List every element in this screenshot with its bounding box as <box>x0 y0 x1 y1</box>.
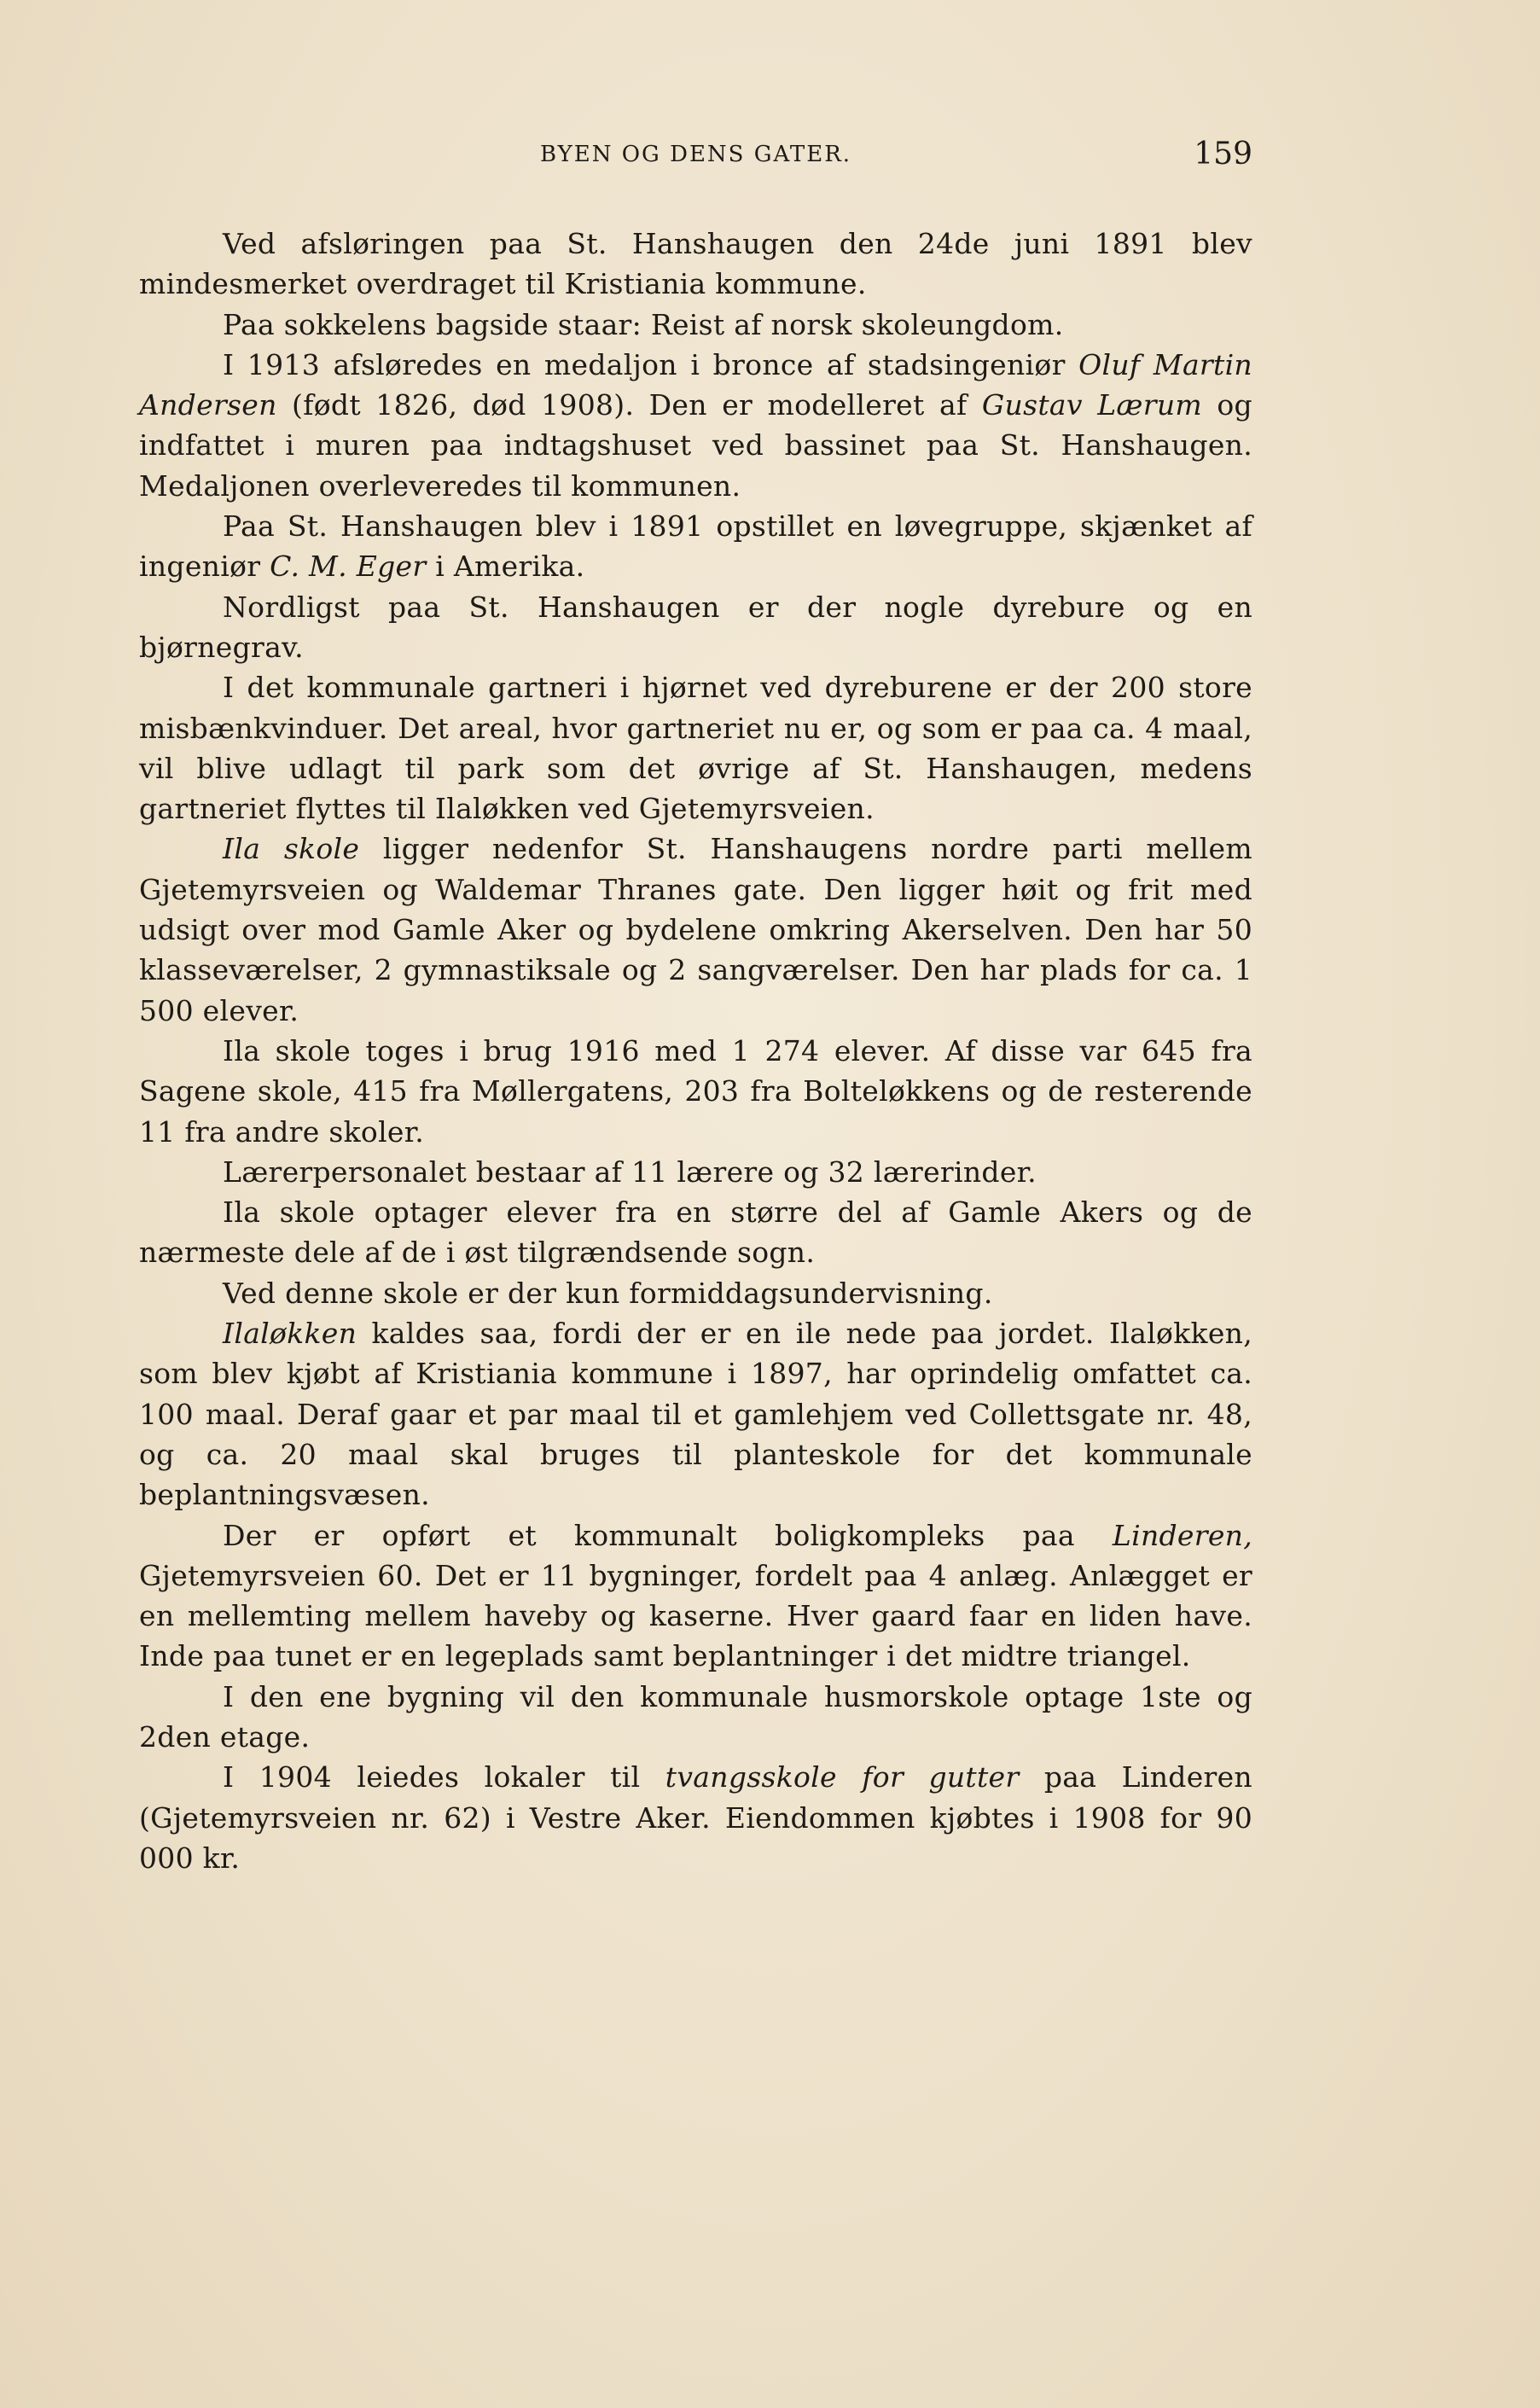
italic-run: Ila skole <box>223 832 360 866</box>
text-run: og indfattet i muren paa indtagshuset ved bassinet paa St. Hanshaugen. Medaljonen overleveredes til kommunen. <box>139 388 1252 503</box>
text-run: ligger nedenfor St. Hanshaugens nordre parti mellem Gjetemyrsveien og Waldemar Thranes gate. Den ligger høit og frit med udsigt over mod Gamle Aker og bydelene omkring Akerselven. Den har 50 klasseværelser, 2 gymnastiksale og 2 sangværelser. Den har plads for ca. 1 500 elever. <box>139 832 1252 1027</box>
paragraph <box>139 305 1252 345</box>
paragraph <box>139 1757 1252 1878</box>
paragraph <box>139 1515 1252 1677</box>
paragraph <box>139 224 1252 305</box>
paragraph <box>139 506 1252 587</box>
paragraph <box>139 587 1252 668</box>
text-run: I 1913 afsløredes en medaljon i bronce af stadsingeniør <box>223 347 1079 381</box>
paragraph <box>139 667 1252 829</box>
italic-run: C. M. Eger <box>270 550 427 584</box>
text-run: I 1904 leiedes lokaler til <box>223 1760 665 1794</box>
page-number: 159 <box>1194 137 1252 172</box>
text-run: (født 1826, død 1908). Den er modelleret af <box>276 388 982 422</box>
italic-run: Oluf Martin Andersen <box>139 347 1252 422</box>
paragraph <box>139 1273 1252 1313</box>
text-run: Paa St. Hanshaugen blev i 1891 opstillet en løvegruppe, skjænket af ingeniør <box>139 509 1252 584</box>
italic-run: Gustav Lærum <box>981 388 1202 422</box>
text-run: Paa sokkelens bagside staar: Reist af norsk skoleungdom. <box>223 307 1064 341</box>
text-run: Der er opført et kommunalt boligkompleks paa <box>223 1518 1113 1552</box>
paragraph <box>139 1192 1252 1273</box>
text-run: i Amerika. <box>426 550 585 584</box>
paragraph <box>139 1152 1252 1192</box>
text-run: kaldes saa, fordi der er en ile nede paa jordet. Ilaløkken, som blev kjøbt af Kristiania kommune i 1897, har oprindelig omfattet ca. 100 maal. Deraf gaar et par maal til et gamlehjem ved Collettsgate nr. 48, og ca. 20 maal skal bruges til planteskole for det kommunale beplantningsvæsen. <box>139 1317 1252 1512</box>
italic-run: Ilaløkken <box>223 1317 357 1351</box>
text-run: Ved denne skole er der kun formiddagsundervisning. <box>223 1276 993 1310</box>
text-run: paa Linderen (Gjetemyrsveien nr. 62) i Vestre Aker. Eiendommen kjøbtes i 1908 for 90 000 kr. <box>139 1760 1252 1875</box>
text-run: Lærerpersonalet bestaar af 11 lærere og 32 lærerinder. <box>223 1155 1037 1189</box>
text-run: Ila skole toges i brug 1916 med 1 274 elever. Af disse var 645 fra Sagene skole, 415 fra Møllergatens, 203 fra Bolteløkkens og de resterende 11 fra andre skoler. <box>139 1033 1252 1149</box>
paragraph <box>139 1677 1252 1758</box>
text-run: I den ene bygning vil den kommunale husmorskole optage 1ste og 2den etage. <box>139 1679 1252 1754</box>
text-run: Gjetemyrsveien 60. Det er 11 bygninger, fordelt paa 4 anlæg. Anlægget er en mellemting mellem haveby og kaserne. Hver gaard faar en liden have. Inde paa tunet er en legeplads samt beplantninger i det midtre triangel. <box>139 1558 1252 1673</box>
page-header <box>139 137 1252 188</box>
paragraph <box>139 345 1252 506</box>
body-text <box>139 224 1252 1878</box>
running-head: BYEN OG DENS GATER. <box>539 142 852 167</box>
paragraph <box>139 1031 1252 1152</box>
italic-run: Linderen, <box>1112 1518 1252 1552</box>
text-run: Ved afsløringen paa St. Hanshaugen den 24de juni 1891 blev mindesmerket overdraget til Kristiania kommune. <box>139 227 1252 301</box>
italic-run: tvangsskole for gutter <box>665 1760 1020 1794</box>
paragraph <box>139 829 1252 1030</box>
text-run: I det kommunale gartneri i hjørnet ved dyreburene er der 200 store misbænkvinduer. Det areal, hvor gartneriet nu er, og som er paa ca. 4 maal, vil blive udlagt til park som det øvrige af St. Hanshaugen, medens gartneriet flyttes til Ilaløkken ved Gjetemyrsveien. <box>139 671 1252 826</box>
text-run: Nordligst paa St. Hanshaugen er der nogle dyrebure og en bjørnegrav. <box>139 590 1252 664</box>
paragraph <box>139 1313 1252 1515</box>
text-run: Ila skole optager elever fra en større del af Gamle Akers og de nærmeste dele af de i øst tilgrændsende sogn. <box>139 1195 1252 1270</box>
